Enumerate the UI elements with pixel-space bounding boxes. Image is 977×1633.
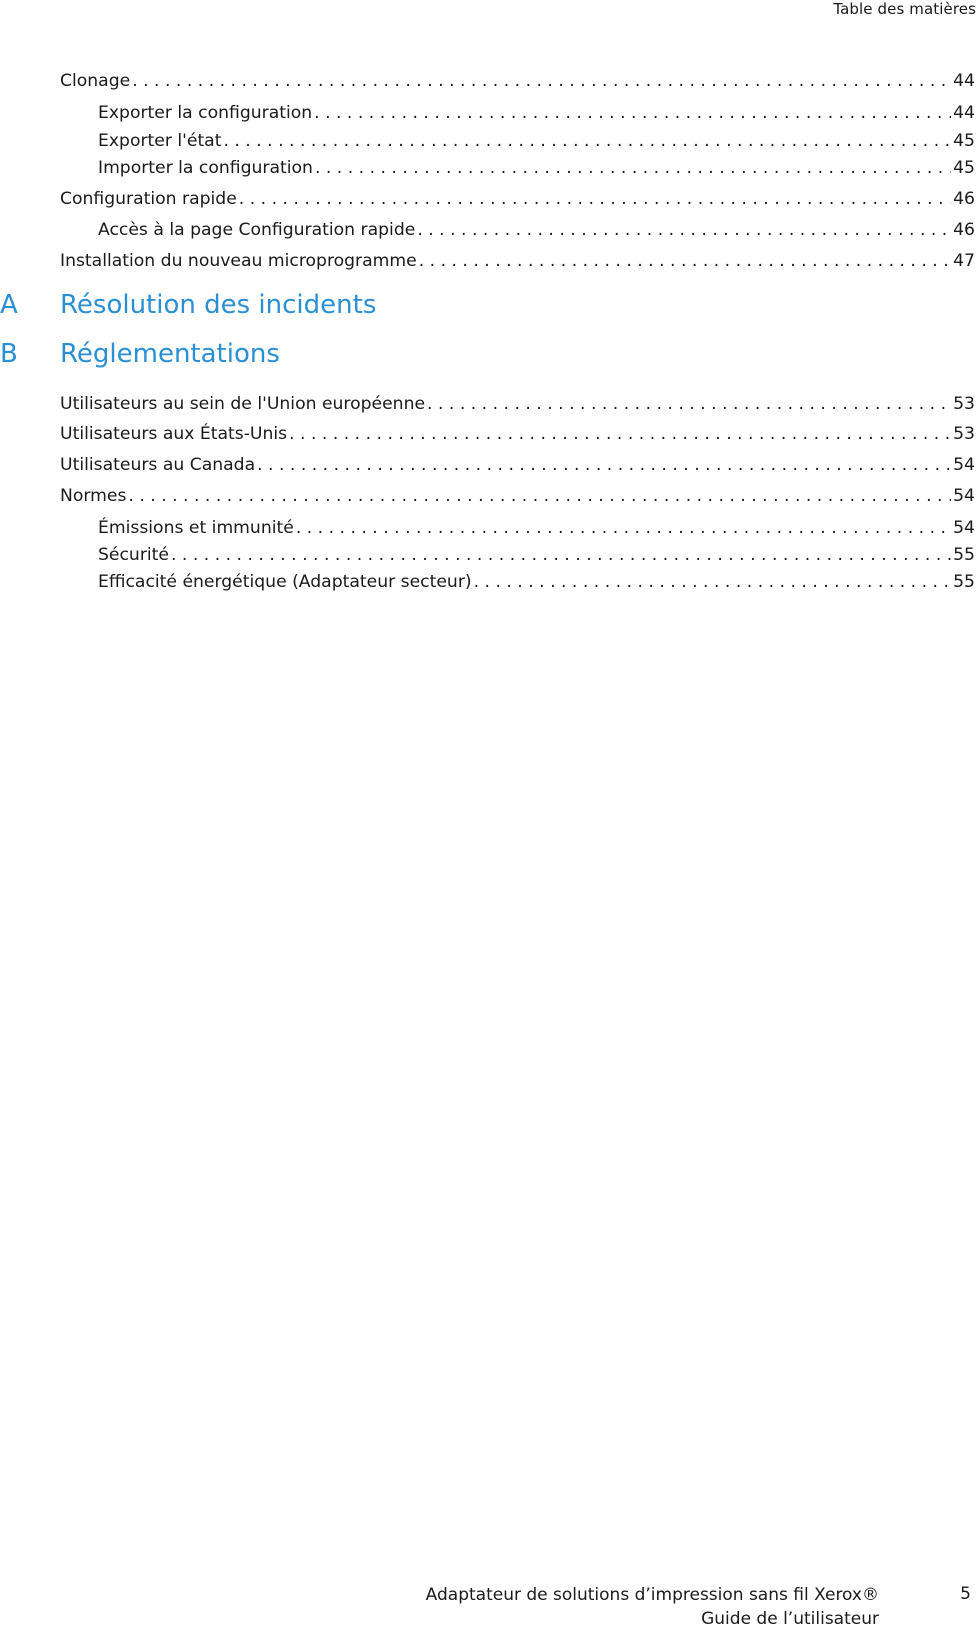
toc-entry-page: 44	[953, 71, 975, 91]
toc-entry-page: 44	[953, 103, 975, 123]
footer-guide-name: Guide de l’utilisateur	[701, 1609, 879, 1629]
dot-leader	[239, 189, 951, 209]
appendix-letter: B	[0, 339, 18, 369]
toc-entry-label: Installation du nouveau microprogramme	[60, 251, 417, 271]
toc-entry-page: 54	[953, 455, 975, 475]
toc-entry[interactable]	[98, 158, 975, 178]
appendix-heading-a[interactable]	[0, 290, 977, 324]
toc-entry-page: 45	[953, 131, 975, 151]
appendix-letter: A	[0, 290, 18, 320]
toc-entry-page: 55	[953, 572, 975, 592]
appendix-title: Réglementations	[60, 339, 280, 369]
page-footer	[426, 1583, 879, 1631]
toc-entry-label: Utilisateurs aux États-Unis	[60, 424, 288, 444]
appendix-title: Résolution des incidents	[60, 290, 377, 320]
toc-entry[interactable]	[60, 455, 975, 475]
dot-leader	[128, 486, 951, 506]
dot-leader	[289, 424, 951, 444]
page-number: 5	[960, 1584, 971, 1604]
toc-entry-page: 46	[953, 189, 975, 209]
toc-entry-label: Utilisateurs au sein de l'Union européenne	[60, 394, 426, 414]
toc-entry[interactable]	[60, 394, 975, 414]
toc-entry[interactable]	[60, 486, 975, 506]
running-header: Table des matières	[833, 0, 976, 18]
toc-entry[interactable]	[98, 103, 975, 123]
toc-entry[interactable]	[98, 131, 975, 151]
toc-entry-label: Importer la configuration	[98, 158, 313, 178]
toc-entry-page: 54	[953, 486, 975, 506]
dot-leader	[132, 71, 951, 91]
toc-entry-label: Exporter la configuration	[98, 103, 313, 123]
toc-entry-label: Normes	[60, 486, 127, 506]
toc-entry-page: 46	[953, 220, 975, 240]
toc-entry[interactable]	[98, 572, 975, 592]
toc-entry-label: Utilisateurs au Canada	[60, 455, 256, 475]
toc-entry-page: 47	[953, 251, 975, 271]
dot-leader	[419, 251, 951, 271]
toc-entry[interactable]	[60, 251, 975, 271]
toc-entry[interactable]	[60, 71, 975, 91]
dot-leader	[223, 131, 951, 151]
dot-leader	[296, 518, 951, 538]
dot-leader	[171, 545, 951, 565]
dot-leader	[315, 158, 951, 178]
toc-entry-page: 53	[953, 394, 975, 414]
toc-entry-label: Exporter l'état	[98, 131, 222, 151]
toc-entry-label: Configuration rapide	[60, 189, 237, 209]
dot-leader	[427, 394, 951, 414]
toc-entry-label: Sécurité	[98, 545, 169, 565]
toc-entry[interactable]	[98, 220, 975, 240]
toc-entry[interactable]	[98, 545, 975, 565]
toc-entry-label: Émissions et immunité	[98, 518, 294, 538]
toc-entry-page: 53	[953, 424, 975, 444]
appendix-heading-b[interactable]	[0, 339, 977, 373]
toc-entry-label: Efficacité énergétique (Adaptateur secteur)	[98, 572, 472, 592]
toc-entry-label: Clonage	[60, 71, 131, 91]
dot-leader	[417, 220, 951, 240]
dot-leader	[474, 572, 952, 592]
toc-entry-page: 45	[953, 158, 975, 178]
toc-entry[interactable]	[98, 518, 975, 538]
toc-entry-label: Accès à la page Configuration rapide	[98, 220, 416, 240]
dot-leader	[257, 455, 951, 475]
toc-entry-page: 54	[953, 518, 975, 538]
footer-product-name: Adaptateur de solutions d’impression sans fil Xerox®	[425, 1585, 879, 1605]
toc-entry[interactable]	[60, 189, 975, 209]
dot-leader	[314, 103, 951, 123]
toc-entry-page: 55	[953, 545, 975, 565]
toc-entry[interactable]	[60, 424, 975, 444]
